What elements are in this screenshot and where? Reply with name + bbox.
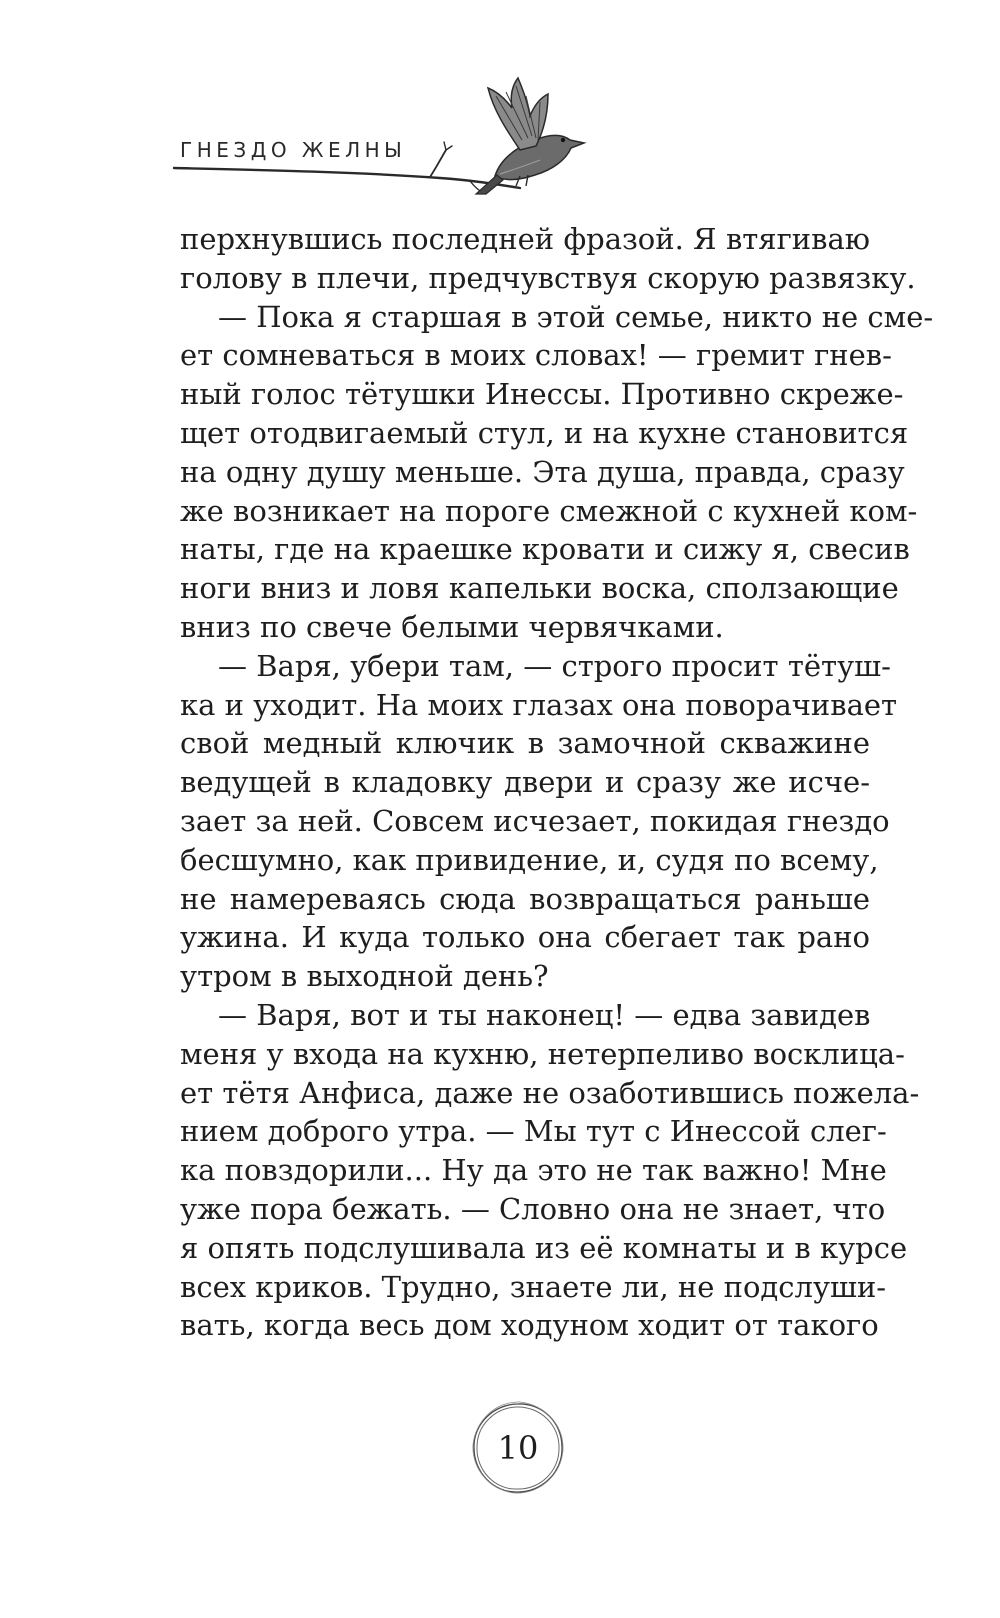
text-line: — Варя, убери там, — строго просит тётуш-: [218, 648, 891, 683]
text-line: ка и уходит. На моих глазах она поворачивает: [180, 687, 898, 722]
text-line: же возникает на пороге смежной с кухней ком-: [180, 493, 918, 528]
text-line: я опять подслушивала из её комнаты и в курсе: [180, 1230, 908, 1265]
running-title: ГНЕЗДО ЖЕЛНЫ: [180, 138, 407, 162]
text-line: утром в выходной день?: [180, 959, 549, 994]
text-line: ет сомневаться в моих словах! — гремит гнев-: [180, 338, 892, 373]
text-line: ужина. И куда только она сбегает так рано: [180, 920, 870, 955]
text-line: на одну душу меньше. Эта душа, правда, сразу: [180, 454, 905, 489]
text-line: не намереваясь сюда возвращаться раньше: [180, 881, 870, 916]
text-line: ведущей в кладовку двери и сразу же исче-: [180, 765, 870, 800]
text-line: вниз по свече белыми червячками.: [180, 609, 724, 644]
page-number: 10: [497, 1429, 539, 1467]
text-line: — Варя, вот и ты наконец! — едва завидев: [218, 997, 871, 1032]
branch: [174, 168, 520, 188]
text-line: голову в плечи, предчувствуя скорую развязку.: [180, 260, 916, 295]
text-line: всех криков. Трудно, знаете ли, не подслуши-: [180, 1269, 887, 1304]
text-line: наты, где на краешке кровати и сижу я, свесив: [180, 532, 910, 567]
text-line: — Пока я старшая в этой семье, никто не сме-: [218, 299, 934, 334]
text-line: зает за ней. Совсем исчезает, покидая гнездо: [180, 803, 890, 838]
branch-twig: [430, 150, 446, 177]
text-line: ноги вниз и ловя капельки воска, сползающие: [180, 571, 899, 606]
bird-on-branch-illustration: [0, 0, 1000, 220]
text-line: бесшумно, как привидение, и, судя по всему,: [180, 842, 879, 877]
page-number-badge: [468, 1398, 568, 1498]
text-line: вать, когда весь дом ходуном ходит от такого: [180, 1308, 879, 1343]
text-line: ка повздорили... Ну да это не так важно! Мне: [180, 1153, 887, 1188]
bird: [476, 78, 584, 194]
text-line: ный голос тётушки Инессы. Противно скреже-: [180, 377, 904, 412]
text-line: меня у входа на кухню, нетерпеливо восклица-: [180, 1036, 905, 1071]
body-text: [180, 220, 934, 1345]
text-line: ет тётя Анфиса, даже не озаботившись пожела-: [180, 1075, 920, 1110]
text-line: свой медный ключик в замочной скважине: [180, 726, 870, 761]
text-line: уже пора бежать. — Словно она не знает, что: [180, 1191, 886, 1226]
text-line: перхнувшись последней фразой. Я втягиваю: [180, 222, 870, 256]
page-header: [0, 0, 1000, 220]
text-line: щет отодвигаемый стул, и на кухне становится: [180, 415, 909, 450]
text-line: нием доброго утра. — Мы тут с Инессой слег-: [180, 1114, 887, 1149]
